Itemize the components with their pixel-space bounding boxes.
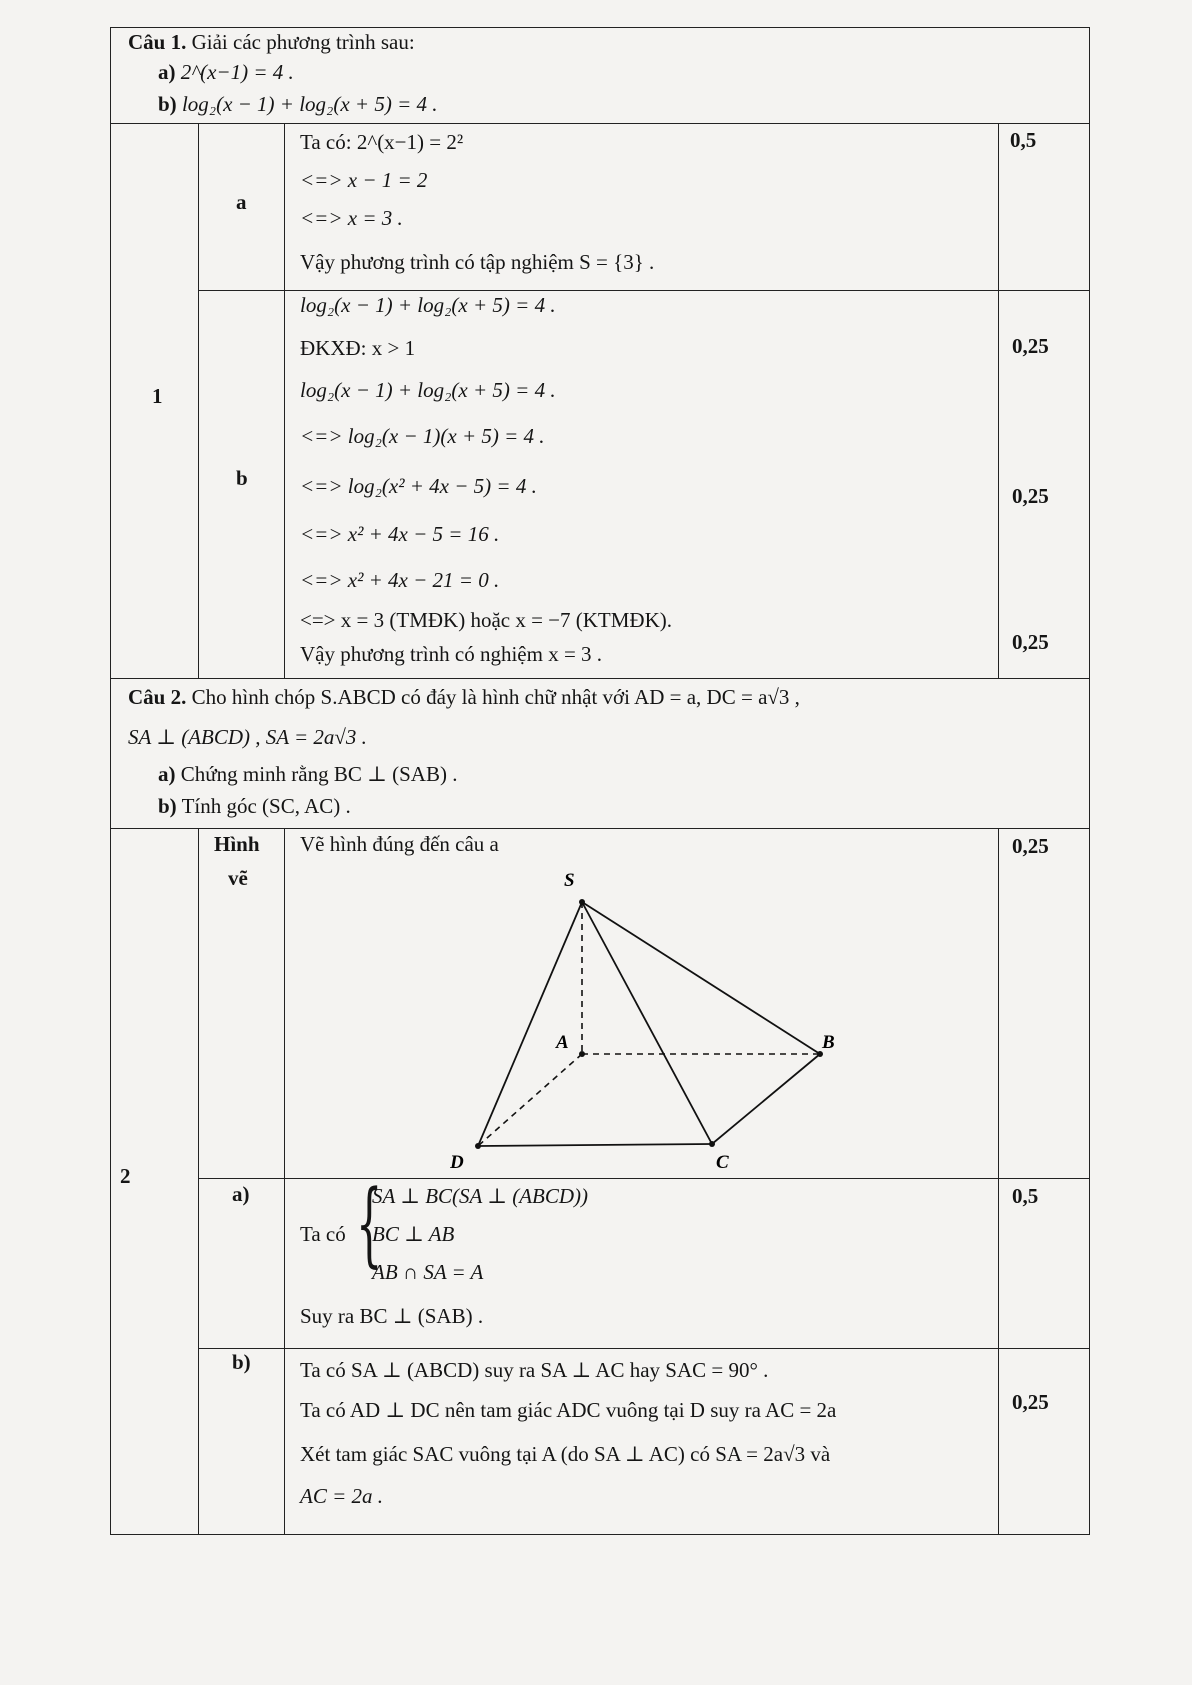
figure-row-label: Hình	[214, 832, 260, 856]
q1-a-line: <=> x = 3 .	[300, 206, 403, 230]
q1-part-b	[158, 92, 438, 116]
divider	[110, 828, 1090, 829]
q1-a-line: <=> x − 1 = 2	[300, 168, 428, 192]
vertex-d	[475, 1143, 481, 1149]
q1-a-label: a)	[158, 60, 176, 84]
q2-header: Câu 2.	[128, 685, 187, 709]
system-line: AB ∩ SA = A	[372, 1260, 484, 1284]
edge-cb	[712, 1054, 820, 1144]
edge-ad	[478, 1054, 582, 1146]
pyramid-figure	[450, 868, 850, 1178]
q2-a-prefix: Ta có	[300, 1222, 346, 1246]
q1-b-label: b)	[158, 92, 177, 116]
system-line: BC ⊥ AB	[372, 1222, 455, 1246]
q1-header: Câu 1.	[128, 30, 187, 54]
divider	[998, 828, 999, 1535]
label-b: B	[822, 1032, 835, 1053]
q2-b-line: Ta có SA ⊥ (ABCD) suy ra SA ⊥ AC hay SAC = 90° .	[300, 1358, 769, 1382]
divider	[198, 123, 199, 678]
q2-a-label: a)	[158, 762, 176, 786]
q1-b-row-label: b	[236, 466, 248, 490]
q2-b-line: Ta có AD ⊥ DC nên tam giác ADC vuông tại D suy ra AC = 2a	[300, 1398, 837, 1422]
q2-a-conclusion: Suy ra BC ⊥ (SAB) .	[300, 1304, 484, 1328]
vertex-c	[709, 1141, 715, 1147]
q1-b-line: <=> log₂(x − 1)(x + 5) = 4 .	[300, 424, 545, 448]
q2-a-row-label: a)	[232, 1182, 250, 1206]
score: 0,25	[1012, 834, 1049, 858]
score: 0,25	[1012, 1390, 1049, 1414]
q1-a-text: 2^(x−1) = 4 .	[180, 60, 294, 84]
q2-b-label: b)	[158, 794, 177, 818]
divider	[198, 290, 1090, 291]
edge-sd	[478, 902, 582, 1146]
q1-b-line: ĐKXĐ: x > 1	[300, 336, 416, 360]
q2-statement-line1	[128, 685, 800, 709]
q2-b-row-label: b)	[232, 1350, 251, 1374]
label-c: C	[716, 1152, 729, 1173]
divider	[284, 828, 285, 1535]
system-line: SA ⊥ BC(SA ⊥ (ABCD))	[372, 1184, 589, 1208]
q2-b-text: Tính góc (SC, AC) .	[181, 794, 351, 818]
score: 0,25	[1012, 484, 1049, 508]
edge-dc	[478, 1144, 712, 1146]
q1-statement	[128, 30, 415, 54]
system-brace: {	[356, 1170, 383, 1277]
q2-part-a	[158, 762, 457, 786]
q1-a-line: Ta có: 2^(x−1) = 2²	[300, 130, 464, 154]
q1-b-line: <=> x² + 4x − 5 = 16 .	[300, 522, 500, 546]
q1-part-a	[158, 60, 294, 84]
score: 0,25	[1012, 334, 1049, 358]
q1-b-line: log₂(x − 1) + log₂(x + 5) = 4 .	[300, 378, 556, 402]
q1-b-line: log₂(x − 1) + log₂(x + 5) = 4 .	[300, 293, 556, 317]
figure-row-label: vẽ	[228, 866, 248, 890]
q2-part-b	[158, 794, 351, 818]
score: 0,25	[1012, 630, 1049, 654]
q1-number: 1	[152, 384, 163, 408]
divider	[198, 1178, 1090, 1179]
divider	[998, 123, 999, 678]
score: 0,5	[1012, 1184, 1039, 1208]
label-d: D	[450, 1152, 464, 1173]
q2-b-line: Xét tam giác SAC vuông tại A (do SA ⊥ AC) có SA = 2a√3 và	[300, 1442, 831, 1466]
divider	[110, 678, 1090, 679]
divider	[198, 828, 199, 1535]
edge-sc	[582, 902, 712, 1144]
q1-b-line: <=> x² + 4x − 21 = 0 .	[300, 568, 500, 592]
label-s: S	[564, 870, 575, 891]
q2-line2: SA ⊥ (ABCD) , SA = 2a√3 .	[128, 725, 367, 749]
edge-sb	[582, 902, 820, 1054]
vertex-a	[579, 1051, 585, 1057]
divider	[110, 123, 1090, 124]
q1-b-line: <=> x = 3 (TMĐK) hoặc x = −7 (KTMĐK).	[300, 608, 673, 632]
q1-b-line: Vậy phương trình có nghiệm x = 3 .	[300, 642, 603, 666]
q1-b-text: log₂(x − 1) + log₂(x + 5) = 4 .	[181, 92, 438, 116]
q2-line1: Cho hình chóp S.ABCD có đáy là hình chữ nhật với AD = a, DC = a√3 ,	[191, 685, 800, 709]
q1-b-line: <=> log₂(x² + 4x − 5) = 4 .	[300, 474, 537, 498]
q1-a-line: Vậy phương trình có tập nghiệm S = {3} .	[300, 250, 655, 274]
divider	[284, 123, 285, 678]
vertex-s	[579, 899, 585, 905]
q2-a-text: Chứng minh rằng BC ⊥ (SAB) .	[180, 762, 458, 786]
q1-a-row-label: a	[236, 190, 247, 214]
q2-number: 2	[120, 1164, 131, 1188]
label-a: A	[556, 1032, 569, 1053]
q1-header-rest: Giải các phương trình sau:	[191, 30, 415, 54]
divider	[198, 1348, 1090, 1349]
score: 0,5	[1010, 128, 1037, 152]
q2-b-line: AC = 2a .	[300, 1484, 384, 1508]
figure-text: Vẽ hình đúng đến câu a	[300, 832, 499, 856]
